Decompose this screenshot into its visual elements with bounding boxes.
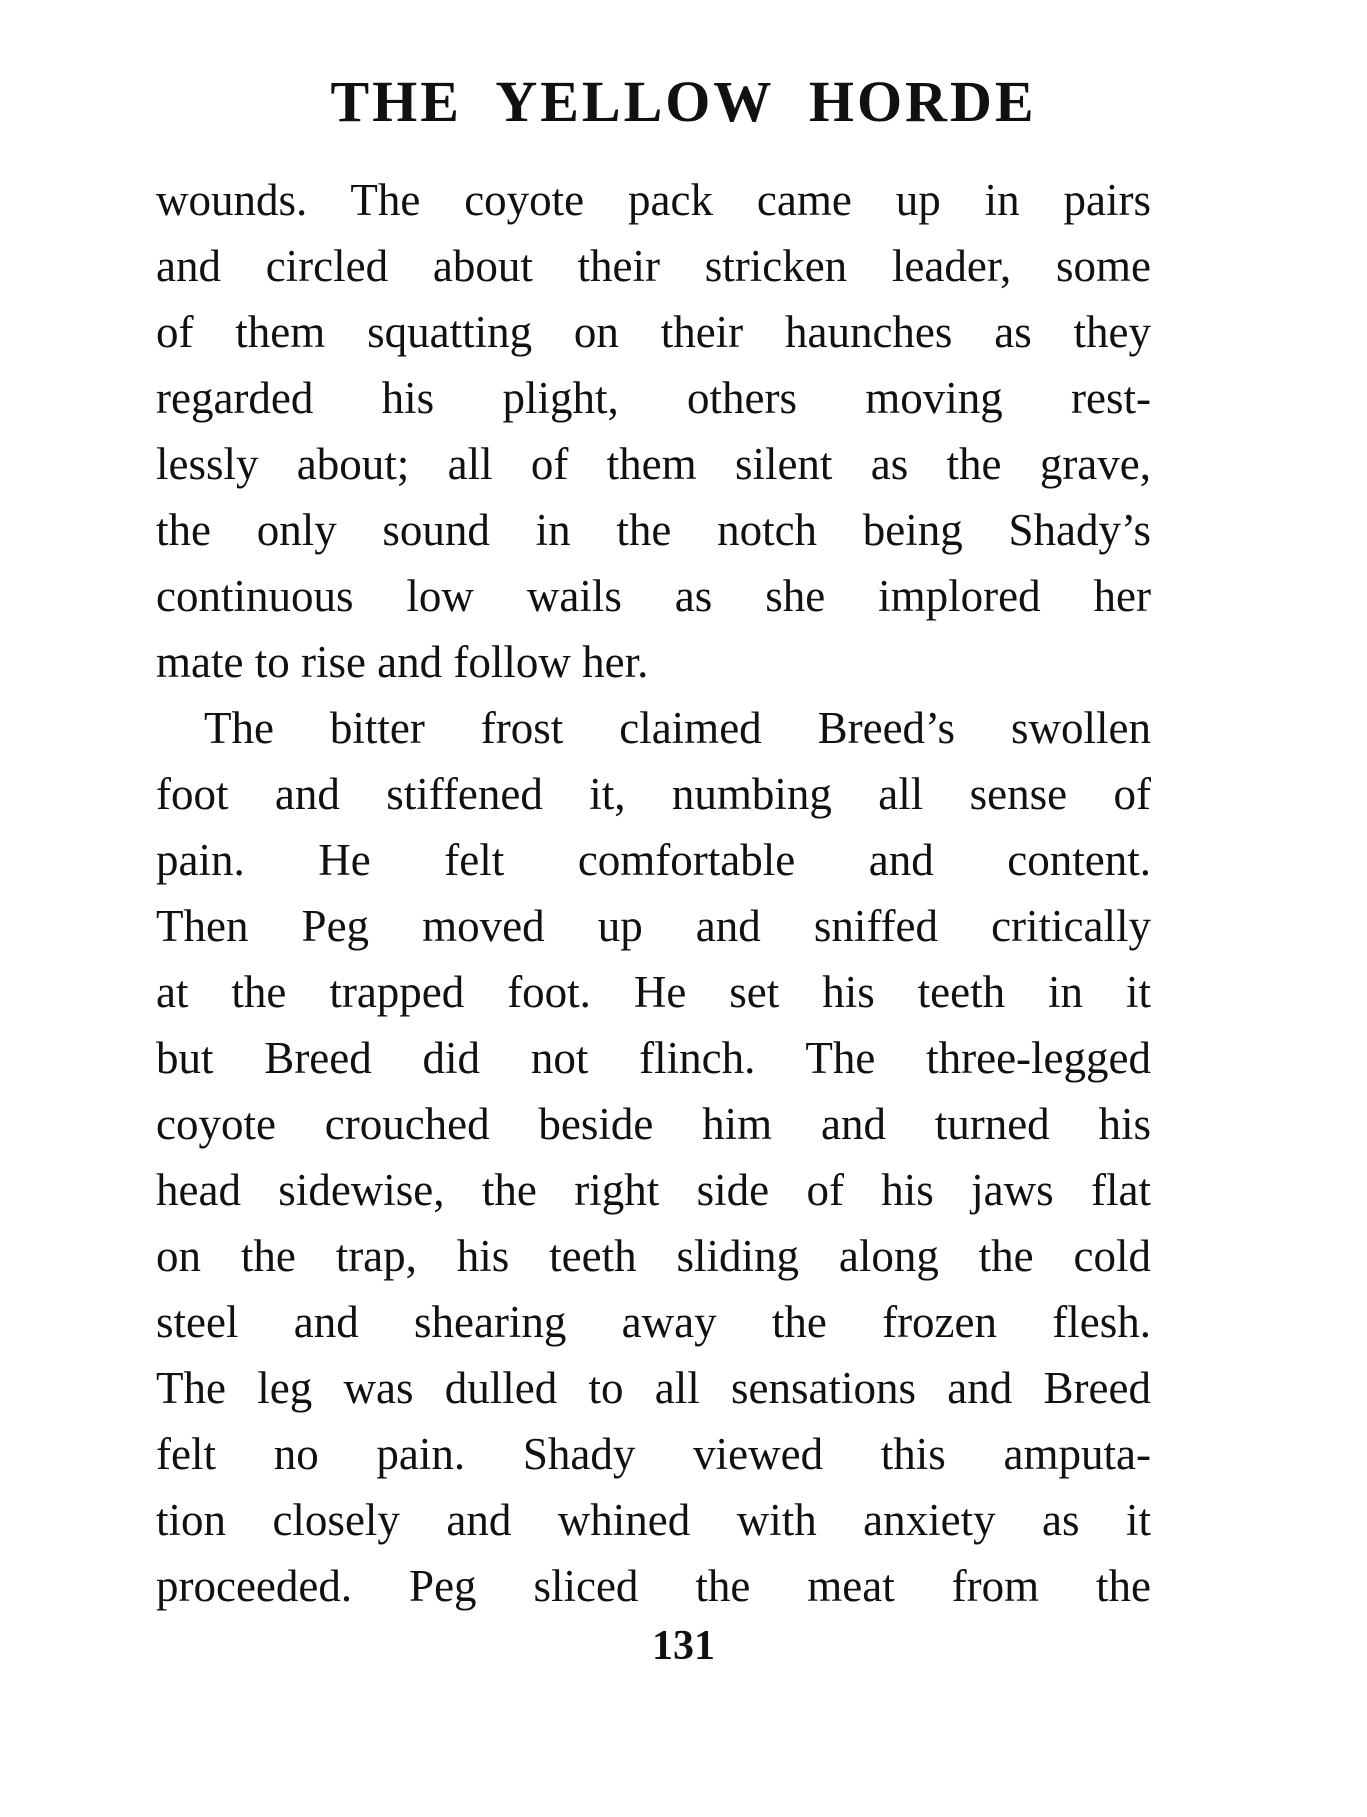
text-line: continuous low wails as she implored her <box>156 571 1151 621</box>
text-line: and circled about their stricken leader, some <box>156 241 1151 291</box>
text-line: Then Peg moved up and sniffed critically <box>156 901 1151 951</box>
text-line: The bitter frost claimed Breed’s swollen <box>204 703 1151 753</box>
text-line: pain. He felt comfortable and content. <box>156 835 1151 885</box>
body-text <box>156 167 1151 1619</box>
text-line: proceeded. Peg sliced the meat from the <box>156 1561 1151 1611</box>
text-line: on the trap, his teeth sliding along the cold <box>156 1231 1151 1281</box>
text-line: wounds. The coyote pack came up in pairs <box>156 175 1151 225</box>
running-title: THE YELLOW HORDE <box>330 69 1037 134</box>
text-line: at the trapped foot. He set his teeth in it <box>156 967 1151 1017</box>
text-line: coyote crouched beside him and turned his <box>156 1099 1151 1149</box>
text-line: felt no pain. Shady viewed this amputa- <box>156 1429 1151 1479</box>
text-line: the only sound in the notch being Shady’s <box>156 505 1151 555</box>
text-line: tion closely and whined with anxiety as it <box>156 1495 1151 1545</box>
paragraph-1 <box>156 167 1151 695</box>
text-line: foot and stiffened it, numbing all sense of <box>156 769 1151 819</box>
text-line: The leg was dulled to all sensations and Breed <box>156 1363 1151 1413</box>
text-line: head sidewise, the right side of his jaws flat <box>156 1165 1151 1215</box>
text-line: of them squatting on their haunches as they <box>156 307 1151 357</box>
text-line: mate to rise and follow her. <box>156 637 649 687</box>
page-number: 131 <box>652 1623 715 1669</box>
paragraph-2 <box>156 695 1151 1619</box>
text-line: but Breed did not flinch. The three-legged <box>156 1033 1151 1083</box>
text-line: steel and shearing away the frozen flesh. <box>156 1297 1151 1347</box>
text-line: regarded his plight, others moving rest- <box>156 373 1151 423</box>
text-line: lessly about; all of them silent as the grave, <box>156 439 1151 489</box>
